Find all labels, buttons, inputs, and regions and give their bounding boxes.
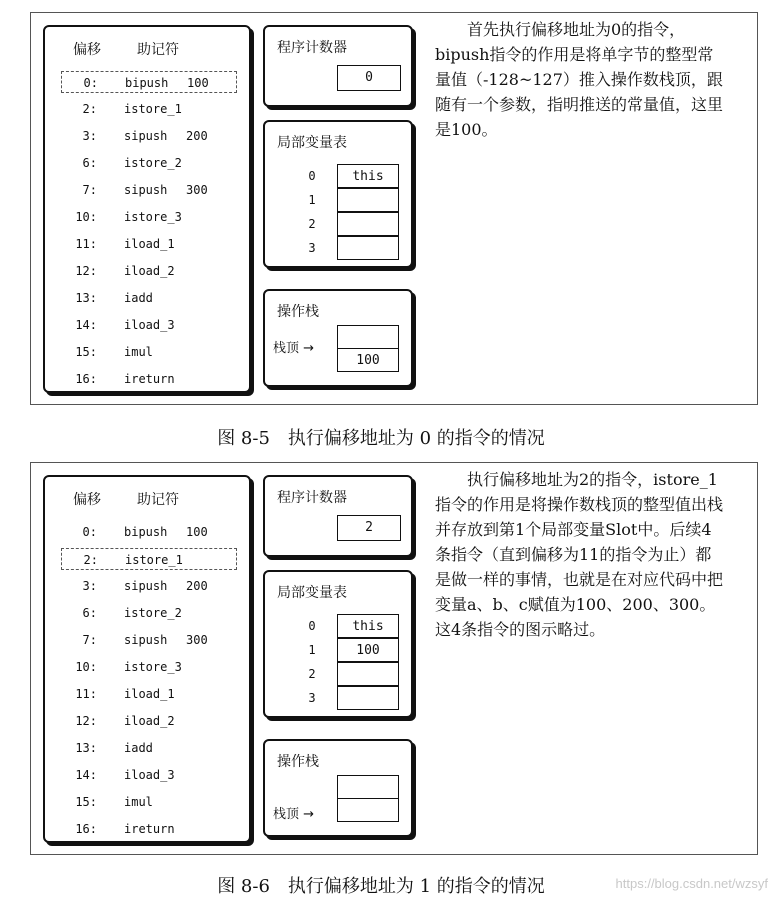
- local-slot-value: this: [337, 614, 399, 638]
- instruction-opcode: iload_1: [124, 237, 175, 251]
- watermark: https://blog.csdn.net/wzsyf: [615, 876, 768, 891]
- instruction-argument: 200: [186, 579, 208, 593]
- instruction-opcode: istore_3: [124, 660, 182, 674]
- local-slot-value: [337, 188, 399, 212]
- program-counter-value: 0: [337, 65, 401, 91]
- instruction-row: [61, 737, 237, 759]
- figure-8-5: [30, 12, 758, 405]
- stack-slot: [337, 775, 399, 799]
- instruction-row: [61, 179, 237, 201]
- instruction-opcode: sipush: [124, 579, 168, 593]
- instruction-offset: 2:: [82, 102, 97, 116]
- instruction-row: [61, 368, 237, 390]
- mnemonic-header: 助记符: [137, 42, 179, 58]
- bytecode-header: [45, 489, 249, 509]
- instruction-offset: 14:: [75, 768, 97, 782]
- instruction-offset: 2:: [83, 553, 98, 567]
- instruction-offset: 16:: [75, 372, 97, 386]
- instruction-row: [61, 710, 237, 732]
- local-slot-index: 1: [308, 643, 316, 657]
- stack-top-label: 栈顶 →: [273, 341, 315, 356]
- instruction-offset: 11:: [75, 687, 97, 701]
- instruction-opcode: iadd: [124, 741, 153, 755]
- instruction-row: [61, 125, 237, 147]
- local-slot-index: 0: [308, 169, 316, 183]
- instruction-opcode: imul: [124, 795, 153, 809]
- local-slot-index: 2: [308, 217, 316, 231]
- program-counter-title: 程序计数器: [277, 40, 347, 56]
- figure-description: 执行偏移地址为2的指令，istore_1指令的作用是将操作数栈顶的整型值出栈并存放到第1个局部变量Slot中。后续4条指令（直到偏移为11的指令为止）都是做一样的事情，也就是在对应代码中把变量a、b、c赋值为100、200、300。这4条指令的图示略过。: [435, 470, 724, 639]
- operand-stack-title: 操作栈: [277, 754, 319, 770]
- instruction-offset: 16:: [75, 822, 97, 836]
- instruction-opcode: iload_3: [124, 768, 175, 782]
- instruction-offset: 0:: [83, 76, 98, 90]
- local-slot-value: [337, 662, 399, 686]
- instruction-row: [61, 683, 237, 705]
- instruction-opcode: istore_1: [125, 553, 183, 567]
- operand-stack-panel: [263, 739, 413, 837]
- instruction-offset: 13:: [75, 291, 97, 305]
- instruction-row: [61, 575, 237, 597]
- instruction-row: [61, 152, 237, 174]
- program-counter-panel: [263, 25, 413, 107]
- local-slot-value: [337, 686, 399, 710]
- instruction-offset: 6:: [82, 156, 97, 170]
- instruction-offset: 15:: [75, 795, 97, 809]
- instruction-opcode: imul: [124, 345, 153, 359]
- offset-header: 偏移: [73, 42, 101, 58]
- instruction-opcode: iload_2: [124, 714, 175, 728]
- instruction-opcode: istore_3: [124, 210, 182, 224]
- instruction-opcode: iadd: [124, 291, 153, 305]
- instruction-row: [61, 287, 237, 309]
- offset-header: 偏移: [73, 492, 101, 508]
- instruction-opcode: bipush: [124, 525, 168, 539]
- bytecode-panel: [43, 25, 251, 393]
- operand-stack-panel: [263, 289, 413, 387]
- instruction-offset: 10:: [75, 660, 97, 674]
- instruction-opcode: istore_2: [124, 156, 182, 170]
- stack-slot: [337, 325, 399, 349]
- instruction-row: [61, 602, 237, 624]
- local-variables-title: 局部变量表: [277, 585, 347, 601]
- local-variables-panel: [263, 570, 413, 718]
- program-counter-value: 2: [337, 515, 401, 541]
- instruction-row: [61, 764, 237, 786]
- stack-top-label: 栈顶 →: [273, 807, 315, 822]
- instruction-offset: 7:: [82, 633, 97, 647]
- instruction-row: [61, 314, 237, 336]
- operand-stack-title: 操作栈: [277, 304, 319, 320]
- instruction-row: [61, 341, 237, 363]
- instruction-row: [61, 233, 237, 255]
- stack-slot: [337, 798, 399, 822]
- figure-caption: 图 8-5 执行偏移地址为 0 的指令的情况: [217, 428, 545, 449]
- instruction-opcode: iload_3: [124, 318, 175, 332]
- instruction-opcode: istore_1: [124, 102, 182, 116]
- current-instruction-row: [61, 548, 237, 570]
- instruction-row: [61, 629, 237, 651]
- instruction-offset: 3:: [82, 129, 97, 143]
- local-slot-value: [337, 212, 399, 236]
- instruction-offset: 0:: [82, 525, 97, 539]
- instruction-row: [61, 206, 237, 228]
- instruction-opcode: ireturn: [124, 822, 175, 836]
- instruction-offset: 14:: [75, 318, 97, 332]
- instruction-opcode: iload_2: [124, 264, 175, 278]
- figure-caption: 图 8-6 执行偏移地址为 1 的指令的情况: [217, 876, 545, 897]
- instruction-argument: 200: [186, 129, 208, 143]
- instruction-row: [61, 260, 237, 282]
- instruction-row: [61, 98, 237, 120]
- bytecode-panel: [43, 475, 251, 843]
- local-slot-value: 100: [337, 638, 399, 662]
- instruction-argument: 100: [187, 76, 209, 90]
- instruction-row: [61, 818, 237, 840]
- instruction-argument: 100: [186, 525, 208, 539]
- instruction-offset: 10:: [75, 210, 97, 224]
- instruction-row: [61, 791, 237, 813]
- instruction-offset: 11:: [75, 237, 97, 251]
- instruction-opcode: sipush: [124, 129, 168, 143]
- instruction-opcode: istore_2: [124, 606, 182, 620]
- instruction-opcode: iload_1: [124, 687, 175, 701]
- stack-slot: 100: [337, 348, 399, 372]
- local-slot-value: this: [337, 164, 399, 188]
- instruction-row: [61, 656, 237, 678]
- instruction-offset: 12:: [75, 714, 97, 728]
- local-slot-index: 3: [308, 691, 316, 705]
- local-slot-index: 3: [308, 241, 316, 255]
- instruction-offset: 15:: [75, 345, 97, 359]
- local-slot-value: [337, 236, 399, 260]
- instruction-opcode: sipush: [124, 633, 168, 647]
- current-instruction-row: [61, 71, 237, 93]
- instruction-offset: 12:: [75, 264, 97, 278]
- instruction-offset: 13:: [75, 741, 97, 755]
- instruction-opcode: ireturn: [124, 372, 175, 386]
- instruction-argument: 300: [186, 633, 208, 647]
- instruction-opcode: bipush: [125, 76, 169, 90]
- local-variables-panel: [263, 120, 413, 268]
- instruction-offset: 6:: [82, 606, 97, 620]
- instruction-opcode: sipush: [124, 183, 168, 197]
- program-counter-panel: [263, 475, 413, 557]
- instruction-offset: 3:: [82, 579, 97, 593]
- local-slot-index: 0: [308, 619, 316, 633]
- instruction-row: [61, 521, 237, 543]
- local-slot-index: 1: [308, 193, 316, 207]
- local-slot-index: 2: [308, 667, 316, 681]
- program-counter-title: 程序计数器: [277, 490, 347, 506]
- mnemonic-header: 助记符: [137, 492, 179, 508]
- instruction-offset: 7:: [82, 183, 97, 197]
- figure-8-6: [30, 462, 758, 855]
- instruction-argument: 300: [186, 183, 208, 197]
- bytecode-header: [45, 39, 249, 59]
- local-variables-title: 局部变量表: [277, 135, 347, 151]
- figure-description: 首先执行偏移地址为0的指令，bipush指令的作用是将单字节的整型常量值（-128~127）推入操作数栈顶，跟随有一个参数，指明推送的常量值，这里是100。: [435, 20, 724, 139]
